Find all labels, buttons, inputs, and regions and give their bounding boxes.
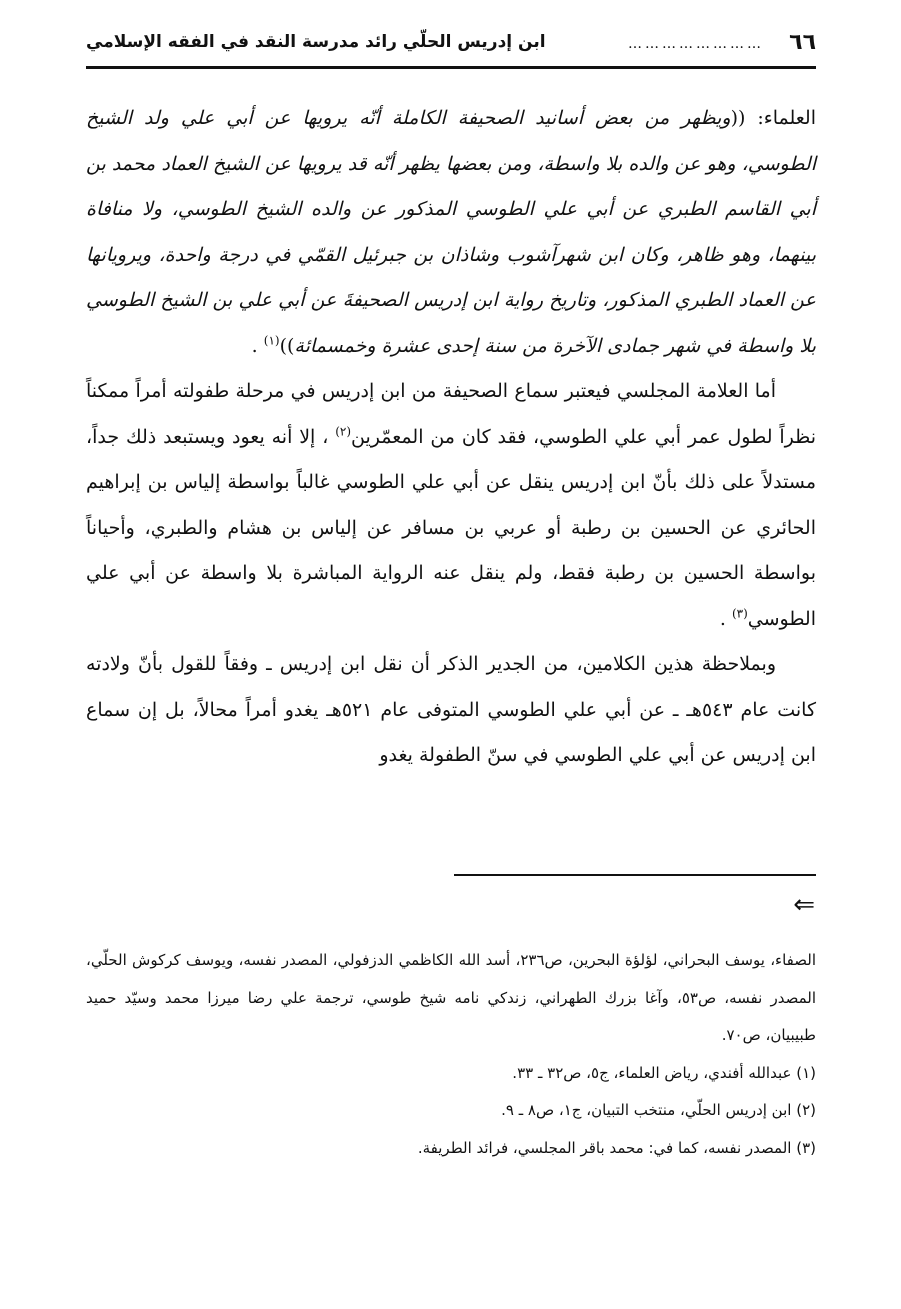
paragraph-1-label: العلماء: (( [730,107,817,129]
quotation: ويظهر من بعض أسانيد الصحيفة الكاملة أنّه يرويها عن أبي علي ولد الشيخ الطوسي، وهو عن والده بلا واسطة، ومن بعضها يظهر أنّه قد يرويها عن الشيخ العماد محمد بن أبي القاسم الطبري عن أبي علي الطوسي المذكور عن والده الشيخ الطوسي، ولا منافاة بينهما، وهو ظاهر، وكان ابن شهرآشوب وشاذان بن جبرئيل القمّي في درجة واحدة، ويرويانها عن العماد الطبري المذكور، وتاريخ رواية ابن إدريس الصحيفةَ عن أبي علي بن الشيخ الطوسي بلا واسطة في شهر جمادى الآخرة من سنة إحدى عشرة وخمسمائة [86,107,816,357]
leader-dots: …………………… [628,36,764,52]
paragraph-1-end: . [251,334,264,357]
footnotes [86,942,816,1167]
page-number: ٦٦ [789,30,816,55]
paragraph-2-text-b: ، إلا أنه يعود ويستبعد ذلك جداً، مستدلاً على ذلك بأنّ ابن إدريس ينقل عن أبي علي الطوسي غالباً بواسطة إلياس بن إبراهيم الحائري عن الحسين بن رطبة أو عربي بن مسافر عن إلياس بن هشام والطبري، وأحياناً بواسطة الحسين بن رطبة فقط، ولم ينقل عنه الرواية المباشرة بلا واسطة عن أبي علي الطوسي [86,425,816,630]
paragraph-2-end: . [719,607,732,630]
footnote-ref-1[interactable]: (١) [263,333,280,348]
footnote-1: (١) عبدالله أفندي، رياض العلماء، ج٥، ص٣٢ ـ ٣٣. [512,1063,816,1082]
paragraph-2-text-a: أما العلامة المجلسي فيعتبر سماع الصحيفة من ابن إدريس في مرحلة طفولته أمراً ممكناً نظراً لطول عمر أبي علي الطوسي، فقد كان من المعمّرين [86,380,816,448]
main-text [86,96,816,779]
paragraph-1 [86,96,816,369]
running-title: ابن إدريس الحلّي رائد مدرسة النقد في الفقه الإسلامي [86,32,546,52]
running-header [86,26,816,66]
quote-close: )) [279,334,295,357]
header-rule [86,66,816,69]
footnote-ref-2[interactable]: (٢) [335,424,352,439]
footnote-2: (٢) ابن إدريس الحلّي، منتخب التبيان، ج١، ص٨ ـ ٩. [501,1101,816,1119]
footnote-separator [454,874,816,876]
continued-arrow-icon: ⇐ [793,890,815,920]
paragraph-3: وبملاحظة هذين الكلامين، من الجدير الذكر أن نقل ابن إدريس ـ وفقاً للقول بأنّ ولادته كانت عام ٥٤٣هـ ـ عن أبي علي الطوسي المتوفى عام ٥٢١هـ يغدو أمراً محالاً، بل إن سماع ابن إدريس عن أبي علي الطوسي في سنّ الطفولة يغدو [86,653,816,766]
paragraph-2 [86,369,816,642]
footnote-continued: الصفاء، يوسف البحراني، لؤلؤة البحرين، ص٢٣٦، أسد الله الكاظمي الدزفولي، المصدر نفسه، ويوسف كركوش الحلّي، المصدر نفسه، ص٥٣، وآغا بزرك الطهراني، زندكي نامه شيخ طوسي، ترجمة علي رضا ميرزا محمد وسيّد حميد طبيبيان، ص٧٠. [86,951,816,1044]
footnote-ref-3[interactable]: (٣) [731,606,748,621]
footnote-3: (٣) المصدر نفسه، كما في: محمد باقر المجلسي، فرائد الطريفة. [417,1138,816,1157]
